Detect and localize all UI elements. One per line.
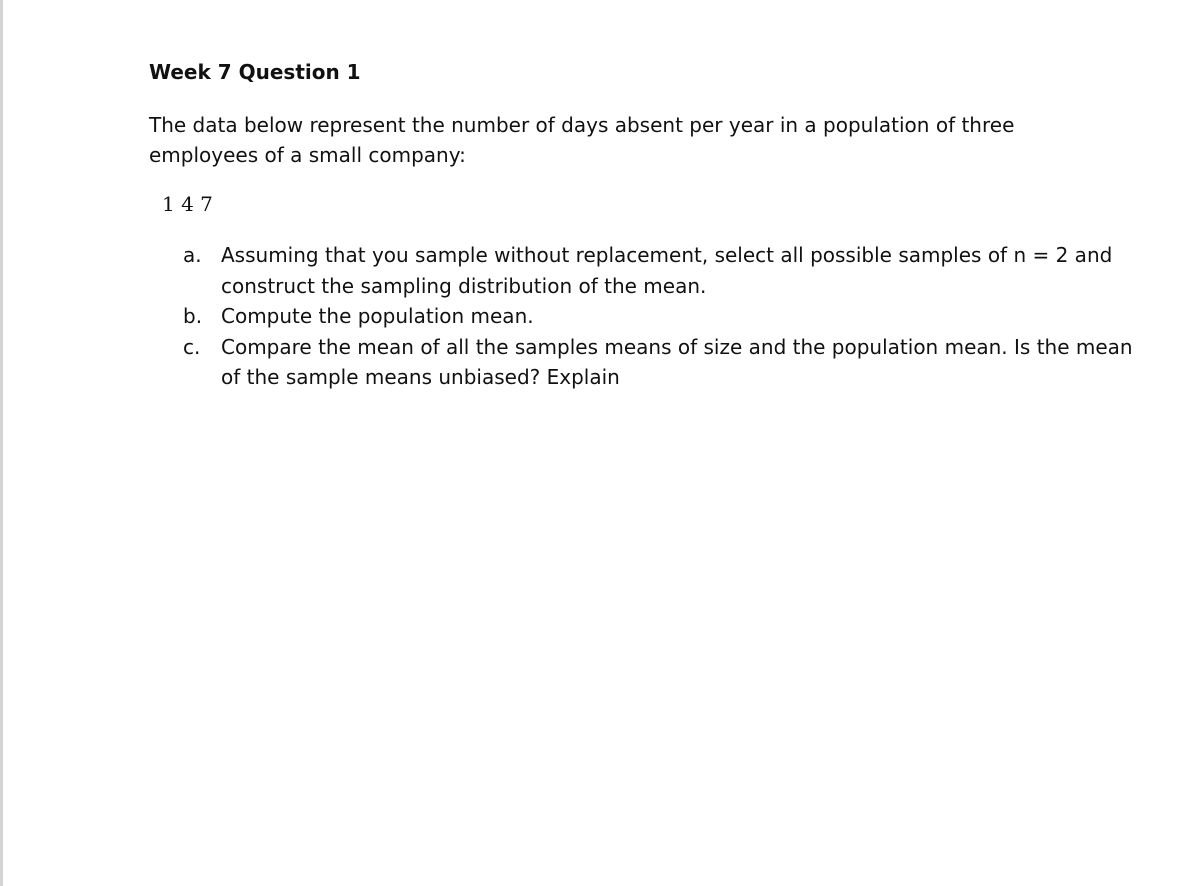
question-marker-b: b. [183, 304, 203, 328]
question-list [183, 240, 1143, 393]
question-item-c [183, 332, 1143, 393]
question-item-b [183, 301, 1143, 332]
question-text-a: Assuming that you sample without replacement, select all possible samples of n = 2 and construct the sampling distribution of the mean. [221, 243, 1113, 298]
question-item-a [183, 240, 1143, 301]
question-marker-c: c. [183, 334, 201, 359]
question-text-b: Compute the population mean. [221, 304, 534, 328]
question-title: Week 7 Question 1 [149, 60, 361, 84]
population-data-values: 1 4 7 [162, 192, 213, 216]
question-text-c: Compare the mean of all the samples means of size and the population mean. Is the mean of the sample means unbiased? Explain [221, 334, 1133, 389]
question-intro: The data below represent the number of days absent per year in a population of three employees of a small company: [149, 113, 1015, 167]
question-marker-a: a. [183, 243, 202, 267]
